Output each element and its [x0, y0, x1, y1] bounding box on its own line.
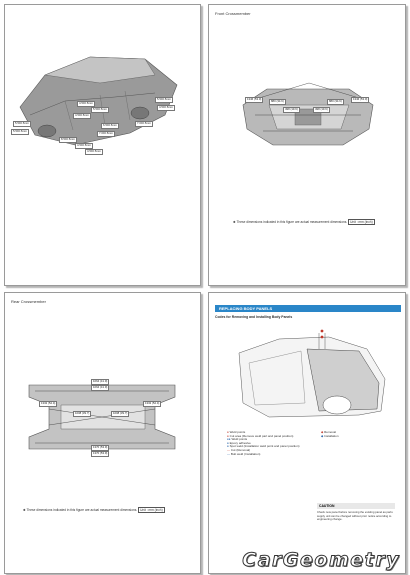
page-body-dimensions	[4, 4, 201, 286]
legend-right	[321, 431, 338, 438]
dimension-label: 880 (34.6)	[329, 99, 342, 103]
legend-item: ●● Weld points	[227, 437, 248, 442]
dimension-label: 1332 (52.4)	[145, 401, 160, 405]
dimension-label: 1008 (39.7)	[113, 411, 128, 415]
dimension-label: 498 (19.6)	[285, 107, 298, 111]
page-rear-crossmember	[4, 292, 201, 574]
dimension-label: 8.5±0.5mm	[61, 137, 75, 141]
legend-item: ◆ Installation	[321, 433, 339, 438]
legend-item: ● Epoxy adhesive	[227, 440, 251, 445]
dimension-label: 1008 (39.7)	[75, 411, 90, 415]
dimension-label: 5.5±0.5mm	[15, 121, 29, 125]
dimension-label: 5.5±0.5mm	[13, 129, 27, 133]
measurement-note: ✱ These dimensions indicated in this figure are actual measurement dimensions. Unit : mm (inch)	[233, 220, 373, 224]
page-replacing-body-panels	[208, 292, 406, 574]
dimension-label: 1064 (41.9)	[93, 379, 108, 383]
dimension-label: 5.5±0.5mm	[157, 97, 171, 101]
page-front-crossmember	[208, 4, 406, 286]
caution-title: CAUTION	[317, 503, 395, 509]
legend-item: — Cut (Removal)	[227, 447, 251, 452]
dimension-label: 1346 (53.0)	[353, 97, 368, 101]
dimension-label: 880 (34.6)	[271, 99, 284, 103]
dimension-label: 498 (19.6)	[315, 107, 328, 111]
dimension-label: 1370 (53.9)	[93, 445, 108, 449]
legend-item: ● Weld points	[227, 430, 246, 434]
dimension-label: 4.5±0.5mm	[77, 143, 91, 147]
page-title: Rear Crossmember	[11, 299, 46, 304]
section-subheader: Codes for Removing and Installing Body Panels	[215, 315, 293, 319]
dimension-label: 7.0±0.5mm	[99, 131, 113, 135]
legend-item: — Butt weld (Installation)	[227, 451, 261, 456]
section-header: REPLACING BODY PANELS	[215, 305, 401, 312]
dimension-label: 4.5±0.5mm	[159, 105, 173, 109]
legend-item: ● Spot weld (Installation weld point and panel position)	[227, 444, 300, 449]
unit-box: Unit : mm (inch)	[140, 508, 163, 512]
dimension-label: 1064 (41.9)	[93, 385, 108, 389]
measurement-note: ✱ These dimensions indicated in this figure are actual measurement dimensions. Unit : mm (inch)	[23, 508, 163, 512]
dimension-label: 4.5±0.5mm	[87, 149, 101, 153]
rear-crossmember-drawing	[5, 293, 200, 573]
dimension-label: 5.5±0.5mm	[93, 107, 107, 111]
caution-text: Check new panel before removing the existing panel as parts supply unit can be changed without prior notice according to engineering change.	[317, 510, 393, 522]
legend-left	[227, 431, 300, 456]
unit-box: Unit : mm (inch)	[350, 220, 373, 224]
dimension-label: 6.5±0.5mm	[103, 123, 117, 127]
legend-item: ◆ Removal	[321, 430, 336, 434]
dimension-label: 1346 (53.0)	[247, 97, 262, 101]
page-title: Front Crossmember	[215, 11, 251, 16]
legend-item: ● Cut area (Remove weld part and panel position)	[227, 433, 294, 438]
dimension-label: 7.0±0.5mm	[137, 121, 151, 125]
dimension-label: 1332 (52.4)	[41, 401, 56, 405]
dimension-label: 4.5±0.5mm	[79, 101, 93, 105]
front-crossmember-drawing	[209, 5, 405, 285]
cargeometry-watermark: CarGeometry	[242, 549, 400, 571]
car-body-illustration	[5, 5, 200, 285]
dimension-label: 1370 (53.9)	[93, 451, 108, 455]
dimension-label: 4.5±0.5mm	[75, 113, 89, 117]
